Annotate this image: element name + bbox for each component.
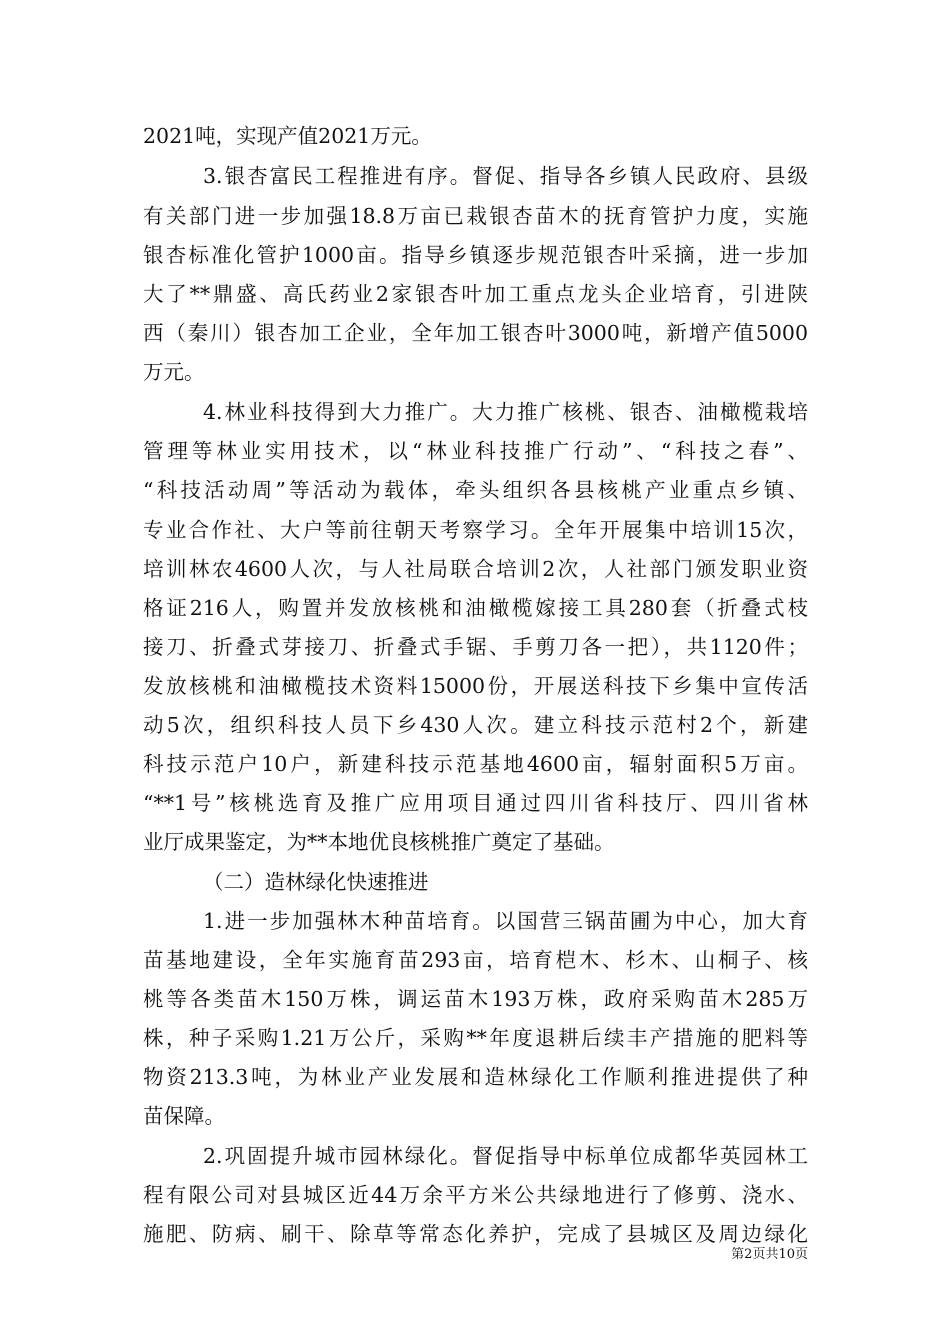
text-line: 物资213.3吨，为林业产业发展和造林绿化工作顺利推进提供了种 — [143, 1065, 808, 1089]
text-line: 专业合作社、大户等前往朝天考察学习。全年开展集中培训15次， — [143, 518, 808, 542]
text-line: 动5次，组织科技人员下乡430人次。建立科技示范村2个，新建 — [143, 713, 808, 737]
paragraph-heading: 1.进一步加强林木种苗培育。以国营三锅苗圃为中心，加大育 — [203, 909, 808, 933]
text-line: 桃等各类苗木150万株，调运苗木193万株，政府采购苗木285万 — [143, 987, 808, 1011]
text-line: 科技示范户10户，新建科技示范基地4600亩，辐射面积5万亩。 — [143, 752, 808, 776]
text-line: 株，种子采购1.21万公斤，采购**年度退耕后续丰产措施的肥料等 — [143, 1026, 808, 1050]
text-line: 2021吨，实现产值2021万元。 — [143, 124, 432, 148]
text-line: 接刀、折叠式芽接刀、折叠式手锯、手剪刀各一把），共1120件； — [143, 635, 808, 659]
text-line: 业厅成果鉴定，为**本地优良核桃推广奠定了基础。 — [143, 830, 615, 854]
text-line: 管理等林业实用技术，以“林业科技推广行动”、“科技之春”、 — [143, 439, 808, 463]
text-line: “科技活动周”等活动为载体，牵头组织各县核桃产业重点乡镇、 — [143, 478, 808, 502]
text-line: 苗基地建设，全年实施育苗293亩，培育桤木、杉木、山桐子、核 — [143, 948, 808, 972]
text-line: “**1号”核桃选育及推广应用项目通过四川省科技厅、四川省林 — [143, 791, 808, 815]
paragraph-heading: 4.林业科技得到大力推广。大力推广核桃、银杏、油橄榄栽培 — [203, 400, 808, 424]
text-line: 格证216人，购置并发放核桃和油橄榄嫁接工具280套（折叠式枝 — [143, 596, 808, 620]
text-line: 培训林农4600人次，与人社局联合培训2次，人社部门颁发职业资 — [143, 557, 808, 581]
text-line: 有关部门进一步加强18.8万亩已栽银杏苗木的抚育管护力度，实施 — [143, 204, 808, 228]
text-line: 程有限公司对县城区近44万余平方米公共绿地进行了修剪、浇水、 — [143, 1183, 808, 1207]
text-line: 苗保障。 — [143, 1104, 225, 1128]
text-line: 大了**鼎盛、高氏药业2家银杏叶加工重点龙头企业培育，引进陕 — [143, 282, 808, 306]
text-line: 发放核桃和油橄榄技术资料15000份，开展送科技下乡集中宣传活 — [143, 674, 808, 698]
page-number: 第2页共10页 — [731, 1247, 808, 1262]
text-line: 万元。 — [143, 360, 205, 384]
text-line: 西（秦川）银杏加工企业，全年加工银杏叶3000吨，新增产值5000 — [143, 321, 808, 345]
text-line: 银杏标准化管护1000亩。指导乡镇逐步规范银杏叶采摘，进一步加 — [143, 243, 808, 267]
text-line: 施肥、防病、刷干、除草等常态化养护，完成了县城区及周边绿化 — [143, 1222, 808, 1246]
section-heading: （二）造林绿化快速推进 — [203, 870, 429, 894]
paragraph-heading: 2.巩固提升城市园林绿化。督促指导中标单位成都华英园林工 — [203, 1144, 808, 1168]
paragraph-heading: 3.银杏富民工程推进有序。督促、指导各乡镇人民政府、县级 — [203, 164, 808, 188]
